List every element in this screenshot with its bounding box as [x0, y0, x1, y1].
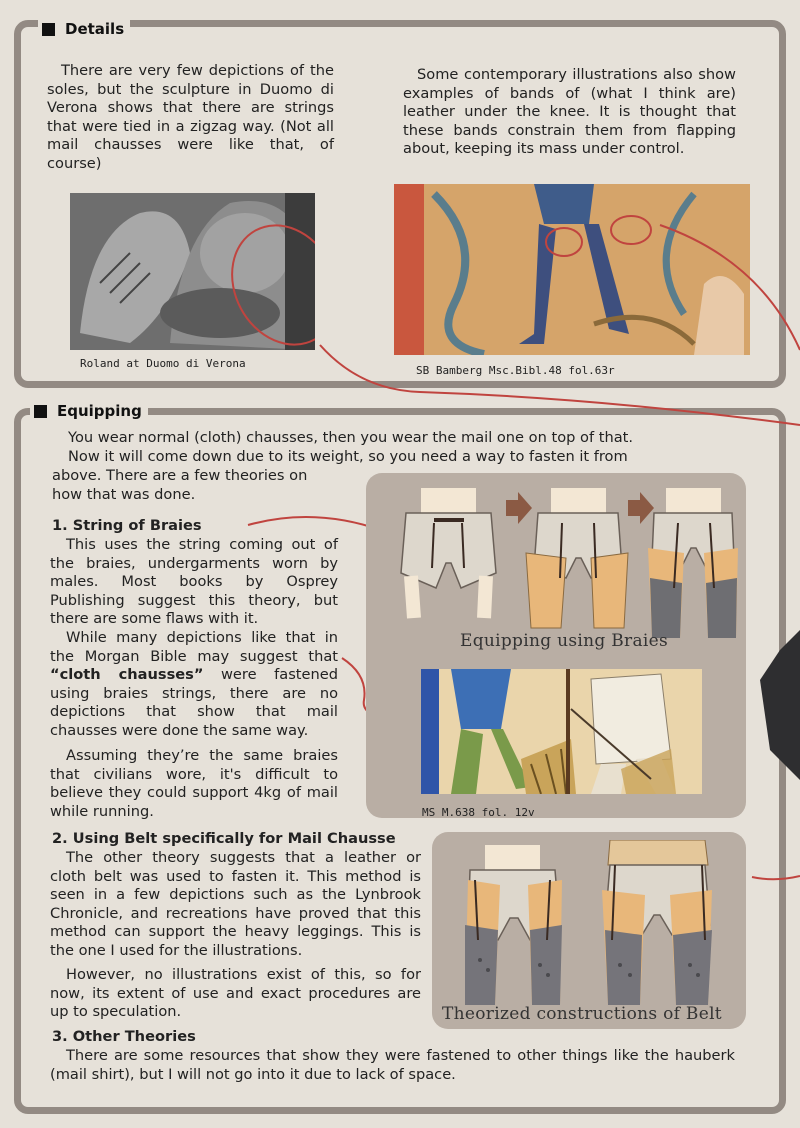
right-edge-garment-fragment: [760, 630, 800, 780]
section1-para1: This uses the string coming out of the braies, undergarments worn by males. Most books by Osprey Publishing suggest this theory, but there are some flaws with it.: [50, 536, 338, 627]
caption-morgan: MS M.638 fol. 12v: [422, 806, 535, 819]
details-heading: Details: [38, 20, 130, 38]
section2-para2: However, no illustrations exist of this, so for now, its extent of use and exact procedures are up to speculation.: [50, 966, 421, 1020]
morgan-bible-photo: [421, 669, 702, 794]
label-theorized-belt: Theorized constructions of Belt: [442, 1004, 722, 1024]
section3-para1: There are some resources that show they were fastened to other things like the hauberk (mail shirt), but I will not go into it due to lack of space.: [50, 1047, 735, 1083]
braies-illustration: [366, 478, 746, 638]
caption-verona: Roland at Duomo di Verona: [80, 357, 246, 370]
equipping-intro-line3: above. There are a few theories on: [52, 467, 308, 484]
equipping-intro-line1: You wear normal (cloth) chausses, then you wear the mail one on top of that.: [68, 429, 634, 446]
belt-illustration: [440, 840, 740, 1005]
equipping-intro-line2: Now it will come down due to its weight, so you need a way to fasten it from: [68, 448, 628, 465]
equipping-intro-line4: how that was done.: [52, 486, 196, 503]
section1-para3: Assuming they’re the same braies that civilians wore, it's difficult to believe they could support 4kg of mail while running.: [50, 747, 338, 820]
details-right-text: Some contemporary illustrations also show examples of bands of (what I think are) leather under the knee. It is thought that these bands constrain them from flapping about, keeping its mass under control.: [403, 66, 736, 157]
section2-para1: The other theory suggests that a leather or cloth belt was used to fasten it. This method is seen in a few depictions such as the Lynbrook Chronicle, and recreations have proved that this method can support the heavy leggings. This is the one I used for the illustrations.: [50, 849, 421, 959]
caption-bamberg: SB Bamberg Msc.Bibl.48 fol.63r: [416, 364, 615, 377]
section2-title: 2. Using Belt specifically for Mail Chausse: [52, 830, 396, 847]
section1-title: 1. String of Braies: [52, 517, 202, 534]
section3-title: 3. Other Theories: [52, 1028, 196, 1045]
details-left-text: There are very few depictions of the soles, but the sculpture in Duomo di Verona shows that there are strings that were tied in a zigzag way. (Not all mail chausses were like that, of course): [47, 62, 334, 172]
label-equipping-braies: Equipping using Braies: [460, 631, 669, 651]
section1-para2: While many depictions like that in the Morgan Bible may suggest that “cloth chausses” were fastened using braies strings, there are no depictions that show that mail chausses were done the same way.: [50, 629, 338, 739]
equipping-heading: Equipping: [30, 402, 148, 420]
morgan-drawing: [421, 669, 702, 794]
